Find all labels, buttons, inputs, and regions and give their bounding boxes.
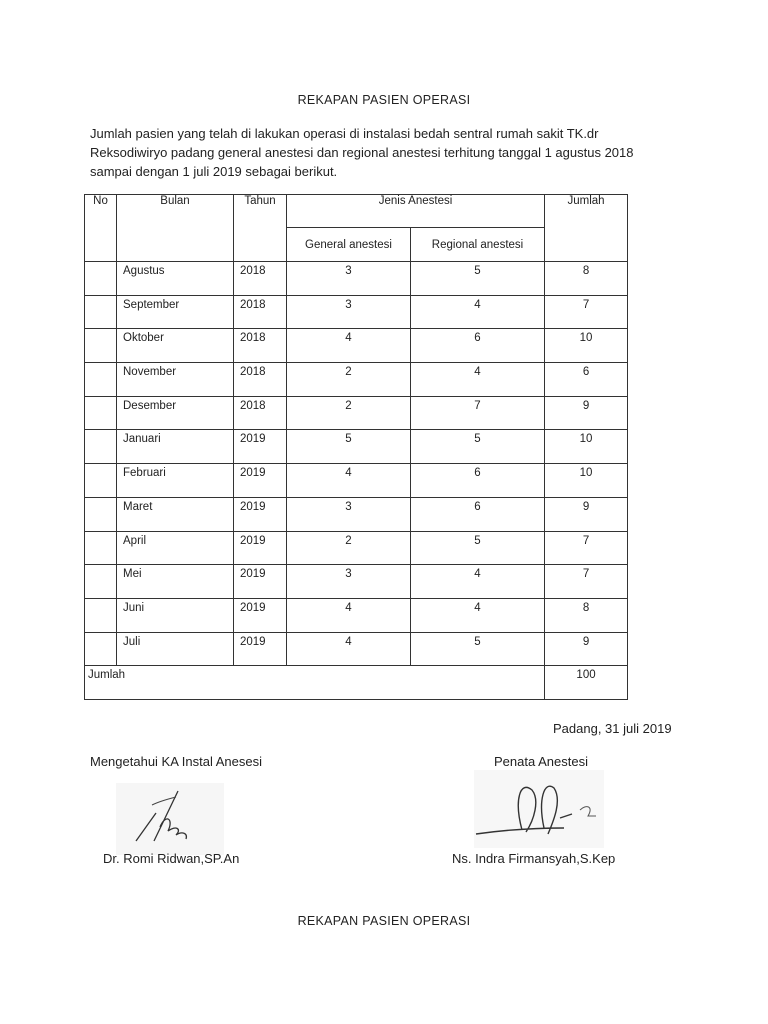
- total-label: Jumlah: [85, 666, 545, 700]
- cell-general: 4: [287, 632, 411, 666]
- cell-general: 4: [287, 464, 411, 498]
- cell-general: 2: [287, 531, 411, 565]
- cell-regional: 4: [411, 565, 545, 599]
- cell-general: 3: [287, 295, 411, 329]
- cell-regional: 5: [411, 531, 545, 565]
- cell-jumlah: 7: [545, 565, 628, 599]
- header-general: General anestesi: [287, 228, 411, 262]
- cell-no: [85, 329, 117, 363]
- right-signature-image: [474, 770, 604, 848]
- cell-tahun: 2019: [234, 531, 287, 565]
- table-row: [85, 632, 628, 666]
- cell-tahun: 2019: [234, 497, 287, 531]
- cell-jumlah: 9: [545, 497, 628, 531]
- left-signature-label: Mengetahui KA Instal Anesesi: [90, 754, 263, 769]
- header-bulan: Bulan: [117, 195, 234, 262]
- cell-general: 3: [287, 497, 411, 531]
- cell-bulan: Maret: [117, 497, 234, 531]
- cell-jumlah: 9: [545, 632, 628, 666]
- cell-regional: 5: [411, 262, 545, 296]
- header-regional: Regional anestesi: [411, 228, 545, 262]
- cell-jumlah: 6: [545, 363, 628, 397]
- cell-no: [85, 262, 117, 296]
- cell-jumlah: 10: [545, 329, 628, 363]
- header-no: No: [85, 195, 117, 262]
- left-signature-image: [116, 783, 224, 855]
- cell-jumlah: 10: [545, 430, 628, 464]
- intro-line: Reksodiwiryo padang general anestesi dan regional anestesi terhitung tanggal 1 agustus 2018: [90, 145, 634, 160]
- cell-tahun: 2018: [234, 329, 287, 363]
- footer-title: REKAPAN PASIEN OPERASI: [297, 914, 471, 928]
- cell-jumlah: 8: [545, 598, 628, 632]
- intro-paragraph: [90, 124, 690, 181]
- table-row: [85, 497, 628, 531]
- cell-bulan: Januari: [117, 430, 234, 464]
- cell-no: [85, 632, 117, 666]
- cell-bulan: November: [117, 363, 234, 397]
- recap-table: [84, 194, 628, 700]
- cell-tahun: 2018: [234, 295, 287, 329]
- cell-no: [85, 396, 117, 430]
- cell-no: [85, 531, 117, 565]
- table-row: [85, 565, 628, 599]
- cell-no: [85, 295, 117, 329]
- cell-jumlah: 10: [545, 464, 628, 498]
- header-jumlah: Jumlah: [545, 195, 628, 262]
- table-row: [85, 430, 628, 464]
- cell-no: [85, 497, 117, 531]
- cell-regional: 5: [411, 430, 545, 464]
- cell-bulan: Juni: [117, 598, 234, 632]
- document-title: REKAPAN PASIEN OPERASI: [297, 93, 471, 107]
- total-value: 100: [545, 666, 628, 700]
- table-row: [85, 598, 628, 632]
- table-row: [85, 295, 628, 329]
- cell-no: [85, 464, 117, 498]
- cell-tahun: 2019: [234, 464, 287, 498]
- table-row: [85, 329, 628, 363]
- intro-line: sampai dengan 1 juli 2019 sebagai berikut.: [90, 164, 338, 179]
- cell-tahun: 2018: [234, 396, 287, 430]
- table-row: [85, 396, 628, 430]
- cell-bulan: Februari: [117, 464, 234, 498]
- cell-bulan: September: [117, 295, 234, 329]
- header-tahun: Tahun: [234, 195, 287, 262]
- cell-general: 2: [287, 363, 411, 397]
- cell-bulan: Desember: [117, 396, 234, 430]
- cell-tahun: 2019: [234, 565, 287, 599]
- cell-regional: 7: [411, 396, 545, 430]
- intro-line: Jumlah pasien yang telah di lakukan operasi di instalasi bedah sentral rumah sakit TK.dr: [90, 126, 599, 141]
- cell-no: [85, 598, 117, 632]
- cell-tahun: 2019: [234, 632, 287, 666]
- total-row: [85, 666, 628, 700]
- cell-general: 4: [287, 598, 411, 632]
- cell-no: [85, 363, 117, 397]
- right-signatory-name: Ns. Indra Firmansyah,S.Kep: [452, 851, 616, 866]
- cell-regional: 4: [411, 598, 545, 632]
- cell-regional: 6: [411, 497, 545, 531]
- table-row: [85, 262, 628, 296]
- cell-general: 4: [287, 329, 411, 363]
- right-signature-label: Penata Anestesi: [494, 754, 588, 769]
- cell-general: 5: [287, 430, 411, 464]
- cell-tahun: 2019: [234, 430, 287, 464]
- table-row: [85, 363, 628, 397]
- cell-regional: 6: [411, 464, 545, 498]
- cell-jumlah: 9: [545, 396, 628, 430]
- cell-general: 2: [287, 396, 411, 430]
- cell-jumlah: 7: [545, 531, 628, 565]
- table-row: [85, 464, 628, 498]
- cell-bulan: Agustus: [117, 262, 234, 296]
- cell-general: 3: [287, 565, 411, 599]
- table-row: [85, 531, 628, 565]
- cell-bulan: April: [117, 531, 234, 565]
- header-jenis-anestesi: Jenis Anestesi: [287, 195, 545, 228]
- cell-regional: 6: [411, 329, 545, 363]
- table-body: [85, 262, 628, 666]
- cell-regional: 4: [411, 295, 545, 329]
- cell-tahun: 2018: [234, 363, 287, 397]
- cell-jumlah: 7: [545, 295, 628, 329]
- cell-jumlah: 8: [545, 262, 628, 296]
- cell-regional: 4: [411, 363, 545, 397]
- cell-bulan: Juli: [117, 632, 234, 666]
- left-signatory-name: Dr. Romi Ridwan,SP.An: [103, 851, 240, 866]
- cell-regional: 5: [411, 632, 545, 666]
- place-date: Padang, 31 juli 2019: [553, 721, 672, 736]
- cell-bulan: Mei: [117, 565, 234, 599]
- cell-no: [85, 565, 117, 599]
- cell-general: 3: [287, 262, 411, 296]
- cell-no: [85, 430, 117, 464]
- cell-tahun: 2018: [234, 262, 287, 296]
- cell-tahun: 2019: [234, 598, 287, 632]
- cell-bulan: Oktober: [117, 329, 234, 363]
